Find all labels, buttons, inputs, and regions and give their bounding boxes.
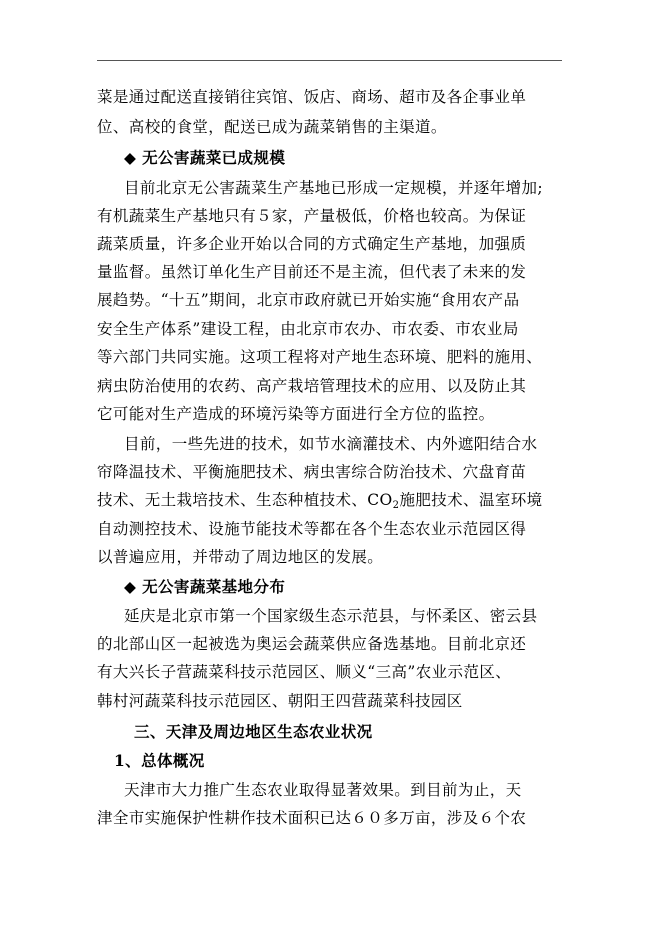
co2-subscript: 2: [392, 500, 400, 511]
paragraph-2-line-7: 等六部门共同实施。这项工程将对产地生态环境、肥料的施用、: [97, 348, 543, 366]
paragraph-4-line-4: 韩村河蔬菜科技示范园区、朝阳王四营蔬菜科技园区: [97, 692, 463, 710]
paragraph-3-line-3: [97, 490, 662, 510]
paragraph-2-line-4: 量监督。虽然订单化生产目前还不是主流，但代表了未来的发: [97, 263, 527, 281]
paragraph-2-line-5: 展趋势。“十五”期间，北京市政府就已开始实施“食用农产品: [97, 291, 520, 309]
paragraph-3-line-4: 自动测控技术、设施节能技术等都在各个生态农业示范园区得: [97, 520, 527, 538]
heading-distribution: ◆ 无公害蔬菜基地分布: [124, 577, 286, 596]
paragraph-3-line-5: 以普遍应用，并带动了周边地区的发展。: [97, 548, 384, 566]
header-rule: [97, 60, 562, 61]
subsection-heading: 1、总体概况: [114, 751, 205, 770]
heading-scale: ◆ 无公害蔬菜已成规模: [124, 148, 286, 167]
paragraph-3-line-2: 帘降温技术、平衡施肥技术、病虫害综合防治技术、穴盘育苗: [97, 463, 527, 481]
paragraph-5-line-2: 津全市实施保护性耕作技术面积已达６０多万亩，涉及６个农: [97, 809, 527, 827]
paragraph-5-line-1: 天津市大力推广生态农业取得显著效果。到目前为止，天: [124, 781, 522, 799]
paragraph-1-line-1: 菜是通过配送直接销往宾馆、饭店、商场、超市及各企事业单: [97, 88, 527, 106]
paragraph-2-line-2: 有机蔬菜生产基地只有５家，产量极低，价格也较高。为保证: [97, 207, 527, 225]
paragraph-2-line-3: 蔬菜质量，许多企业开始以合同的方式确定生产基地，加强质: [97, 235, 527, 253]
paragraph-3-line-1: 目前，一些先进的技术，如节水滴灌技术、内外遮阳结合水: [124, 435, 538, 453]
paragraph-4-line-1: 延庆是北京市第一个国家级生态示范县，与怀柔区、密云县: [124, 607, 538, 625]
paragraph-2-line-8: 病虫防治使用的农药、高产栽培管理技术的应用、以及防止其: [97, 377, 527, 395]
paragraph-1-line-2: 位、高校的食堂，配送已成为蔬菜销售的主渠道。: [97, 118, 447, 136]
paragraph-2-line-6: 安全生产体系”建设工程，由北京市农办、市农委、市农业局: [97, 320, 519, 338]
paragraph-4-line-2: 的北部山区一起被选为奥运会蔬菜供应备选基地。目前北京还: [97, 635, 527, 653]
paragraph-2-line-1: 目前北京无公害蔬菜生产基地已形成一定规模，并逐年增加;: [124, 179, 544, 197]
section-heading: 三、天津及周边地区生态农业状况: [134, 722, 373, 741]
paragraph-3-line-3-rest: 施肥技术、温室环境: [399, 491, 543, 509]
paragraph-4-line-3: 有大兴长子营蔬菜科技示范园区、顺义“三高”农业示范区、: [97, 663, 512, 681]
paragraph-3-line-3-text: 技术、无土栽培技术、生态种植技术、CO: [97, 491, 393, 509]
paragraph-2-line-9: 它可能对生产造成的环境污染等方面进行全方位的监控。: [97, 405, 495, 423]
